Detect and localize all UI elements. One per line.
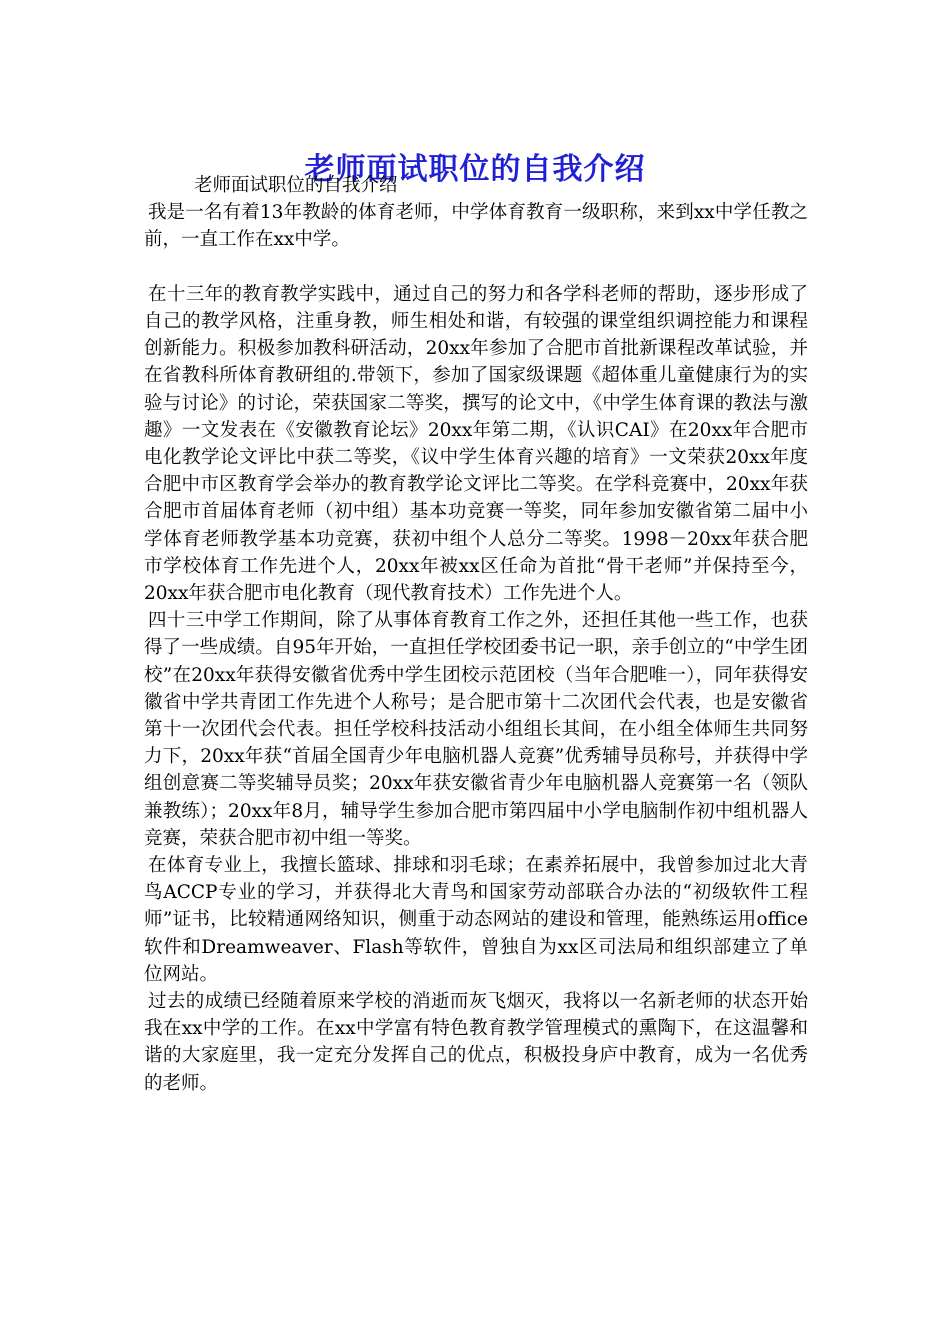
paragraph-other-work: 四十三中学工作期间，除了从事体育教育工作之外，还担任其他一些工作，也获得了一些成绩。自95年开始，一直担任学校团委书记一职，亲手创立的“中学生团校”在20xx年获得安徽省优秀中学生团校示范团校（当年合肥唯一），同年获得安徽省中学共青团工作先进个人称号；是合肥市第十二次团代会代表，也是安徽省第十一次团代会代表。担任学校科技活动小组组长其间，在小组全体师生共同努力下，20xx年获“首届全国青少年电脑机器人竞赛”优秀辅导员称号，并获得中学组创意赛二等奖辅导员奖；20xx年获安徽省青少年电脑机器人竞赛第一名（领队兼教练）；20xx年8月，辅导学生参加合肥市第四届中小学电脑制作初中组机器人竞赛，荣获合肥市初中组一等奖。: [144, 610, 808, 849]
paragraph-intro: 我是一名有着13年教龄的体育老师，中学体育教育一级职称，来到xx中学任教之前，一直工作在xx中学。: [144, 202, 808, 251]
document-title: 老师面试职位的自我介绍: [304, 152, 646, 188]
document-body: [144, 172, 808, 1097]
paragraph-conclusion: 过去的成绩已经随着原来学校的消逝而灰飞烟灭，我将以一名新老师的状态开始我在xx中学的工作。在xx中学富有特色教育教学管理模式的熏陶下，在这温馨和谐的大家庭里，我一定充分发挥自己的优点，积极投身庐中教育，成为一名优秀的老师。: [144, 991, 808, 1094]
paragraph-spacer: [144, 254, 808, 281]
document-subtitle: 老师面试职位的自我介绍: [194, 175, 398, 196]
paragraph-skills: 在体育专业上，我擅长篮球、排球和羽毛球；在素养拓展中，我曾参加过北大青鸟ACCP专业的学习，并获得北大青鸟和国家劳动部联合办法的“初级软件工程师”证书，比较精通网络知识，侧重于动态网站的建设和管理，能熟练运用office软件和Dreamweaver、Flash等软件，曾独自为xx区司法局和组织部建立了单位网站。: [144, 855, 808, 985]
paragraph-teaching-experience: 在十三年的教育教学实践中，通过自己的努力和各学科老师的帮助，逐步形成了自己的教学风格，注重身教，师生相处和谐，有较强的课堂组织调控能力和课程创新能力。积极参加教科研活动，20xx年参加了合肥市首批新课程改革试验，并在省教科所体育教研组的.带领下，参加了国家级课题《超体重儿童健康行为的实验与讨论》的讨论，荣获国家二等奖，撰写的论文中，《中学生体育课的教法与激趣》一文发表在《安徽教育论坛》20xx年第二期，《认识CAI》在20xx年合肥市电化教学论文评比中获二等奖，《议中学生体育兴趣的培育》一文荣获20xx年度合肥中市区教育学会举办的教育教学论文评比二等奖。在学科竞赛中，20xx年获合肥市首届体育老师（初中组）基本功竞赛一等奖，同年参加安徽省第二届中小学体育老师教学基本功竞赛，获初中组个人总分二等奖。1998－20xx年获合肥市学校体育工作先进个人，20xx年被xx区任命为首批“骨干老师”并保持至今，20xx年获合肥市电化教育（现代教育技术）工作先进个人。: [144, 283, 808, 605]
